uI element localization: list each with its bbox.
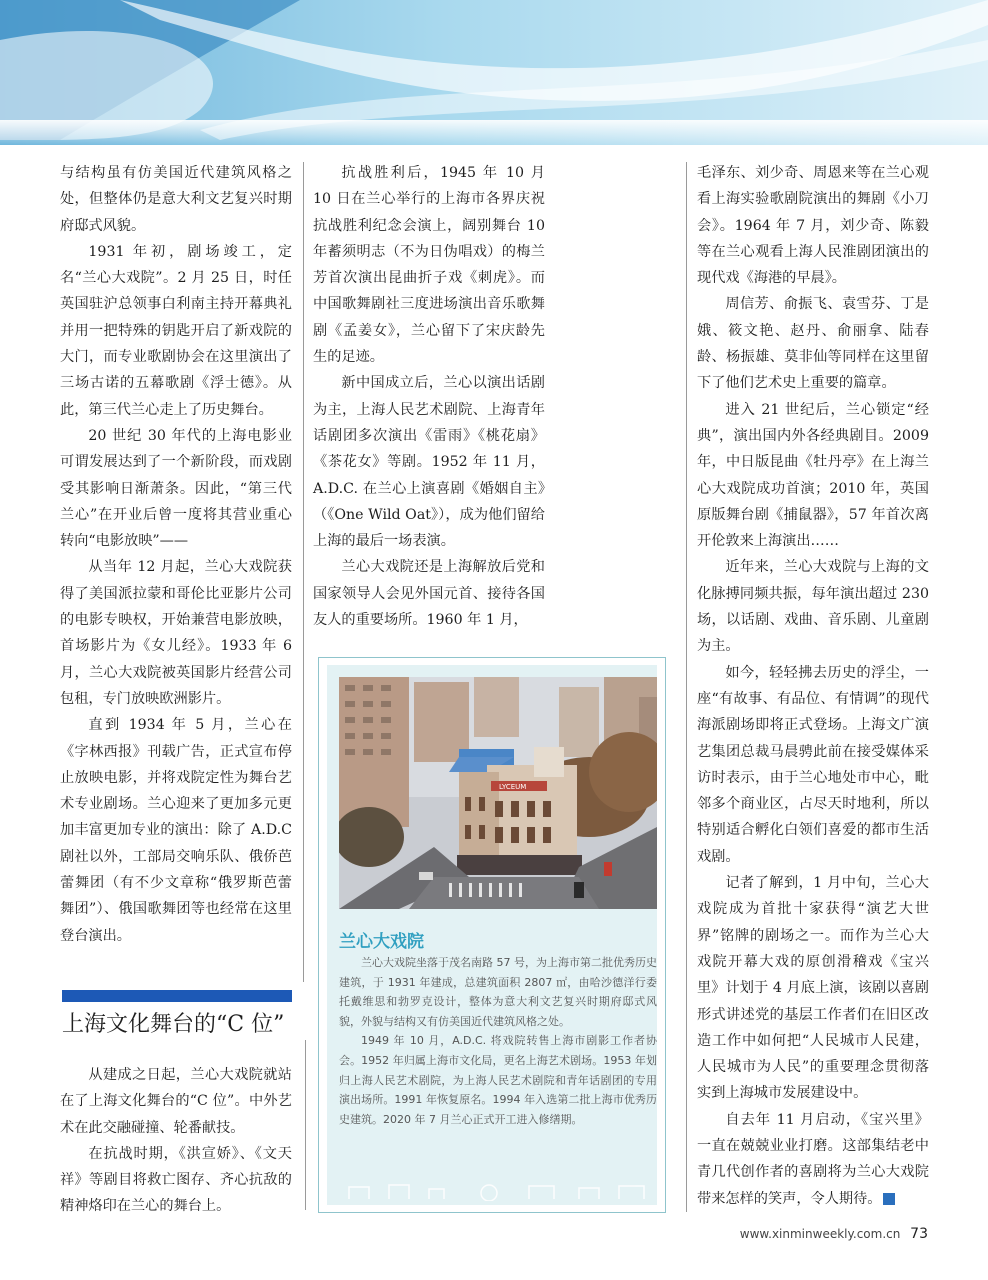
sidebar-body	[339, 953, 657, 1129]
sidebar-title: 兰心大戏院	[339, 932, 424, 952]
paragraph: 在抗战时期，《洪宣娇》、《文天祥》等剧目将救亡图存、齐心抗敌的精神烙印在兰心的舞台上。	[60, 1145, 292, 1215]
paragraph	[697, 1107, 929, 1212]
sidebar-paragraph: 1949 年 10 月，A.D.C. 将戏院转售上海市剧影工作者协会。1952 年归属上海市文化局，更名上海艺术剧场。1953 年划归上海人民艺术剧院，为上海人民艺术剧院和青年话剧团的专用演出场所。1991 年恢复原名。1994 年入选第二批上海市优秀历史建筑。2020 年 7 月兰心正式开工进入修缮期。	[339, 1034, 657, 1126]
section-accent-bar	[62, 990, 292, 1002]
website-url[interactable]: www.xinminweekly.com.cn	[739, 1227, 901, 1241]
column-divider	[686, 162, 687, 1212]
paragraph: 从建成之日起，兰心大戏院就站在了上海文化舞台的“C 位”。中外艺术在此交融碰撞、轮番献技。	[60, 1067, 292, 1136]
page-footer	[740, 1226, 928, 1242]
paragraph: 周信芳、俞振飞、袁雪芬、丁是娥、筱文艳、赵丹、俞丽拿、陆春龄、杨振雄、莫非仙等同样在这里留下了他们艺术史上重要的篇章。	[697, 296, 929, 392]
paragraph: 进入 21 世纪后，兰心锁定“经典”，演出国内外各经典剧目。2009 年，中日版昆曲《牡丹亭》在上海兰心大戏院成功首演；2010 年，英国原版舞台剧《捕鼠器》，57 年首次离开伦敦来上海演出……	[697, 401, 929, 550]
paragraph: 从当年 12 月起，兰心大戏院获得了美国派拉蒙和哥伦比亚影片公司的电影专映权，开始兼营电影放映，首场影片为《女儿经》。1933 年 6 月，兰心大戏院被英国影片经营公司包租，专门放映欧洲影片。	[60, 559, 292, 707]
end-mark-icon: 民	[883, 1193, 895, 1205]
paragraph: 记者了解到，1 月中旬，兰心大戏院成为首批十家获得“演艺大世界”铭牌的剧场之一。而作为兰心大戏院开幕大戏的原创滑稽戏《宝兴里》计划于 4 月底上演，该剧以喜剧形式讲述党的基层工作者们在旧区改造工作中如何把“人民城市人民建，人民城市为人民”的重要理念贯彻落实到上海城市发展建设中。	[697, 875, 929, 1102]
paragraph: 如今，轻轻拂去历史的浮尘，一座“有故事、有品位、有情调”的现代海派剧场即将正式登场。上海文广演艺集团总裁马晨骋此前在接受媒体采访时表示，由于兰心地处市中心，毗邻多个商业区，占尽天时地利，所以特别适合孵化白领们喜爱的都市生活戏剧。	[697, 664, 929, 865]
article-column-1	[60, 160, 292, 949]
paragraph: 毛泽东、刘少奇、周恩来等在兰心观看上海实验歌剧院演出的舞剧《小刀会》。1964 年 7 月，刘少奇、陈毅等在兰心观看上海人民淮剧团演出的现代戏《海港的早晨》。	[697, 165, 929, 287]
paragraph: 直到 1934 年 5 月，兰心在《字林西报》刊载广告，正式宣布停止放映电影，并将戏院定性为舞台艺术专业剧场。兰心迎来了更加多元更加丰富更加专业的演出：除了 A.D.C 剧社以外，工部局交响乐队、俄侨芭蕾舞团（有不少文章称“俄罗斯芭蕾舞团”）、俄国歌舞团等也经常在这里登台演出。	[60, 717, 292, 944]
paragraph: 与结构虽有仿美国近代建筑风格之处，但整体仍是意大利文艺复兴时期府邸式风貌。	[60, 165, 292, 234]
paragraph: 兰心大戏院还是上海解放后党和国家领导人会见外国元首、接待各国友人的重要场所。1960 年 1 月，	[313, 559, 545, 629]
sidebar-paragraph: 兰心大戏院坐落于茂名南路 57 号，为上海市第二批优秀历史建筑，于 1931 年建成，总建筑面积 2807 ㎡，由哈沙德洋行委托戴维思和勃罗克设计，整体为意大利文艺复兴时期府邸式风貌，外貌与结构又有仿美国近代建筑风格之处。	[339, 956, 657, 1028]
page-number: 73	[910, 1226, 928, 1242]
paragraph: 近年来，兰心大戏院与上海的文化脉搏同频共振，每年演出超过 230 场，以话剧、戏曲、音乐剧、儿童剧为主。	[697, 559, 929, 655]
theatre-photo	[339, 677, 657, 909]
paragraph: 新中国成立后，兰心以演出话剧为主，上海人民艺术剧院、上海青年话剧团多次演出《雷雨》《桃花扇》《茶花女》等剧。1952 年 11 月，A.D.C. 在兰心上演喜剧《婚姻自主》（《One Wild Oat》），成为他们留给上海的最后一场表演。	[313, 375, 545, 550]
decorative-pattern	[339, 1181, 657, 1201]
article-column-1-continued	[60, 1062, 292, 1220]
column-divider	[303, 162, 304, 982]
section-heading: 上海文化舞台的“C 位”	[62, 1012, 285, 1037]
theatre-sign: LYCEUM	[499, 783, 527, 791]
sidebar-panel	[327, 665, 657, 1205]
paragraph: 20 世纪 30 年代的上海电影业可谓发展达到了一个新阶段，而戏剧受其影响日渐萧条。因此，“第三代兰心”在开业后曾一度将其营业重心转向“电影放映”——	[60, 427, 292, 550]
column-divider	[305, 1040, 306, 1210]
article-column-2	[313, 160, 545, 633]
paragraph: 抗战胜利后，1945 年 10 月 10 日在兰心举行的上海市各界庆祝抗战胜利纪念会演上，阔别舞台 10 年蓄须明志（不为日伪唱戏）的梅兰芳首次演出昆曲折子戏《刺虎》。而中国歌舞剧社三度进场演出音乐歌舞剧《孟姜女》，兰心留下了宋庆龄先生的足迹。	[313, 165, 545, 366]
paragraph: 1931 年初，剧场竣工，定名“兰心大戏院”。2 月 25 日，时任英国驻沪总领事白利南主持开幕典礼并用一把特殊的钥匙开启了新戏院的大门，而专业歌剧协会在这里演出了三场古诺的五幕歌剧《浮士德》。从此，第三代兰心走上了历史舞台。	[60, 243, 292, 418]
sidebar-info-box	[318, 657, 666, 1213]
article-column-3	[697, 160, 929, 1212]
header-banner	[0, 0, 988, 145]
paragraph-text: 自去年 11 月启动，《宝兴里》一直在兢兢业业打磨。这部集结老中青几代创作者的喜剧将为兰心大戏院带来怎样的笑声，令人期待。	[697, 1111, 929, 1207]
